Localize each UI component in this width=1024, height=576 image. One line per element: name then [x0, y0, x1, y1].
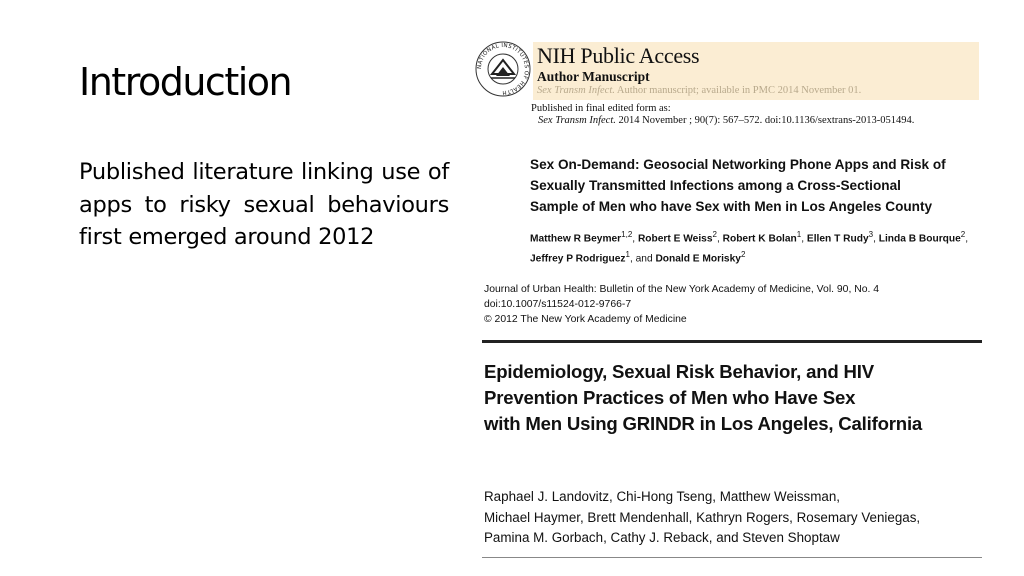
citation-details: 2014 November ; 90(7): 567–572. doi:10.1136/sextrans-2013-051494. — [618, 115, 915, 126]
paper2-copyright-line: © 2012 The New York Academy of Medicine — [484, 314, 687, 325]
slide-title: Introduction — [79, 60, 292, 104]
citation-line — [538, 115, 914, 126]
paper1-author: Matthew R Beymer — [530, 233, 622, 245]
paper2-title — [484, 359, 984, 437]
availability-line — [537, 85, 861, 96]
paper1-author-affil: 2 — [960, 230, 966, 239]
paper1-author-affil: 2 — [740, 250, 746, 260]
paper1-author: Ellen T Rudy — [806, 233, 869, 245]
paper2-author-line: Raphael J. Landovitz, Chi-Hong Tseng, Matthew Weissman, — [484, 489, 841, 504]
paper1-authors: Matthew R Beymer$^{1,2}$, Robert E Weiss$^2$, Robert K Bolan$^1$, Ellen T Rudy$^3$, Linda B Bourque$^2$, Jeffrey P Rodriguez$^1$, and Donald E Morisky$^2$ — [530, 230, 969, 265]
paper1-author-affil: 1 — [796, 230, 802, 239]
paper2-journal-info — [484, 282, 964, 327]
paper1-author: Jeffrey P Rodriguez — [530, 253, 626, 265]
paper1-author: Robert K Bolan — [722, 233, 797, 245]
availability-journal: Sex Transm Infect. — [537, 85, 615, 96]
citation-journal: Sex Transm Infect. — [538, 115, 616, 126]
paper1-title-line: Sample of Men who have Sex with Men in Los Angeles County — [530, 199, 933, 214]
paper1-author: Donald E Morisky — [655, 253, 741, 265]
paper1-author-affil: 1 — [625, 250, 630, 260]
slide-body-text: Published literature linking use of apps to risky sexual behaviours first emerged around 2012 — [79, 159, 449, 250]
paper1-title-line: Sex On-Demand: Geosocial Networking Phone Apps and Risk of — [530, 157, 946, 172]
availability-text: Author manuscript; available in PMC 2014 November 01. — [616, 85, 862, 96]
paper2-author-line: Michael Haymer, Brett Mendenhall, Kathryn Rogers, Rosemary Veniegas, — [484, 509, 921, 525]
paper2-title-line: Epidemiology, Sexual Risk Behavior, and HIV — [484, 361, 874, 382]
paper1-title-line: Sexually Transmitted Infections among a Cross-Sectional — [530, 178, 901, 193]
paper2-divider-top — [482, 340, 982, 343]
paper1-author: Linda B Bourque — [878, 233, 961, 245]
nih-seal-icon — [474, 40, 532, 98]
nih-seal-ring-text: NATIONAL INSTITUTES OF HEALTH — [476, 42, 530, 96]
paper2-journal-line: Journal of Urban Health: Bulletin of the New York Academy of Medicine, Vol. 90, No. 4 — [484, 284, 880, 295]
paper2-divider-bottom — [482, 557, 982, 558]
paper1-author-affil: 2 — [712, 230, 717, 239]
paper2-author-line: Pamina M. Gorbach, Cathy J. Reback, and Steven Shoptaw — [484, 530, 840, 545]
paper1-author-affil: 3 — [868, 230, 874, 239]
nih-header-clipping — [474, 40, 982, 132]
paper1-author: Robert E Weiss — [637, 233, 713, 245]
paper1-title — [530, 154, 980, 217]
paper2-title-line: with Men Using GRINDR in Los Angeles, California — [484, 413, 923, 434]
paper2-authors — [484, 487, 984, 549]
paper2-title-line: Prevention Practices of Men who Have Sex — [484, 387, 856, 408]
nih-public-access-heading: NIH Public Access — [537, 43, 700, 68]
author-manuscript-label: Author Manuscript — [537, 69, 650, 84]
nih-banner — [533, 42, 979, 100]
published-label: Published in final edited form as: — [531, 103, 671, 114]
paper1-author-affil: 1,2 — [621, 230, 633, 239]
paper2-doi-line: doi:10.1007/s11524-012-9766-7 — [484, 299, 632, 310]
